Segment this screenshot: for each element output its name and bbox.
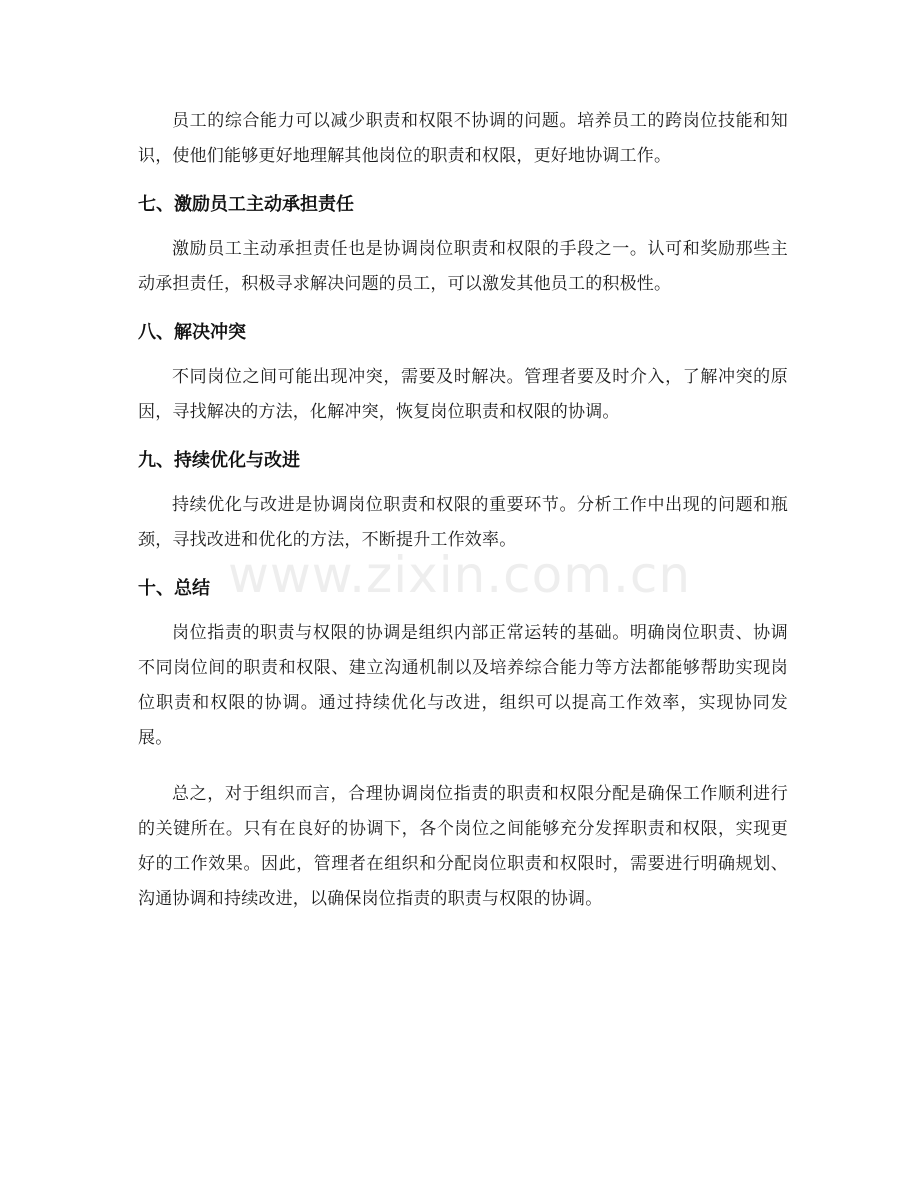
paragraph-intro: 员工的综合能力可以减少职责和权限不协调的问题。培养员工的跨岗位技能和知识，使他们能够更好地理解其他岗位的职责和权限，更好地协调工作。 [138,111,788,166]
section-heading-8: 八、解决冲突 [138,322,246,343]
section-heading-7: 七、激励员工主动承担责任 [138,194,354,215]
document-body [138,104,788,917]
section-9-paragraph: 持续优化与改进是协调岗位职责和权限的重要环节。分析工作中出现的问题和瓶颈，寻找改进和优化的方法，不断提升工作效率。 [138,495,788,550]
section-10-paragraph-2: 总之，对于组织而言，合理协调岗位指责的职责和权限分配是确保工作顺利进行的关键所在。只有在良好的协调下，各个岗位之间能够充分发挥职责和权限，实现更好的工作效果。因此，管理者在组织和分配岗位职责和权限时，需要进行明确规划、沟通协调和持续改进，以确保岗位指责的职责与权限的协调。 [138,784,788,909]
section-heading-9: 九、持续优化与改进 [138,450,300,471]
section-7-paragraph: 激励员工主动承担责任也是协调岗位职责和权限的手段之一。认可和奖励那些主动承担责任，积极寻求解决问题的员工，可以激发其他员工的积极性。 [138,239,788,294]
section-8-paragraph: 不同岗位之间可能出现冲突，需要及时解决。管理者要及时介入，了解冲突的原因，寻找解决的方法，化解冲突，恢复岗位职责和权限的协调。 [138,367,788,422]
section-10-paragraph-1: 岗位指责的职责与权限的协调是组织内部正常运转的基础。明确岗位职责、协调不同岗位间的职责和权限、建立沟通机制以及培养综合能力等方法都能够帮助实现岗位职责和权限的协调。通过持续优化与改进，组织可以提高工作效率，实现协同发展。 [138,623,788,748]
watermark: www.zixin.com.cn [228,546,692,604]
section-heading-10: 十、总结 [138,578,210,599]
